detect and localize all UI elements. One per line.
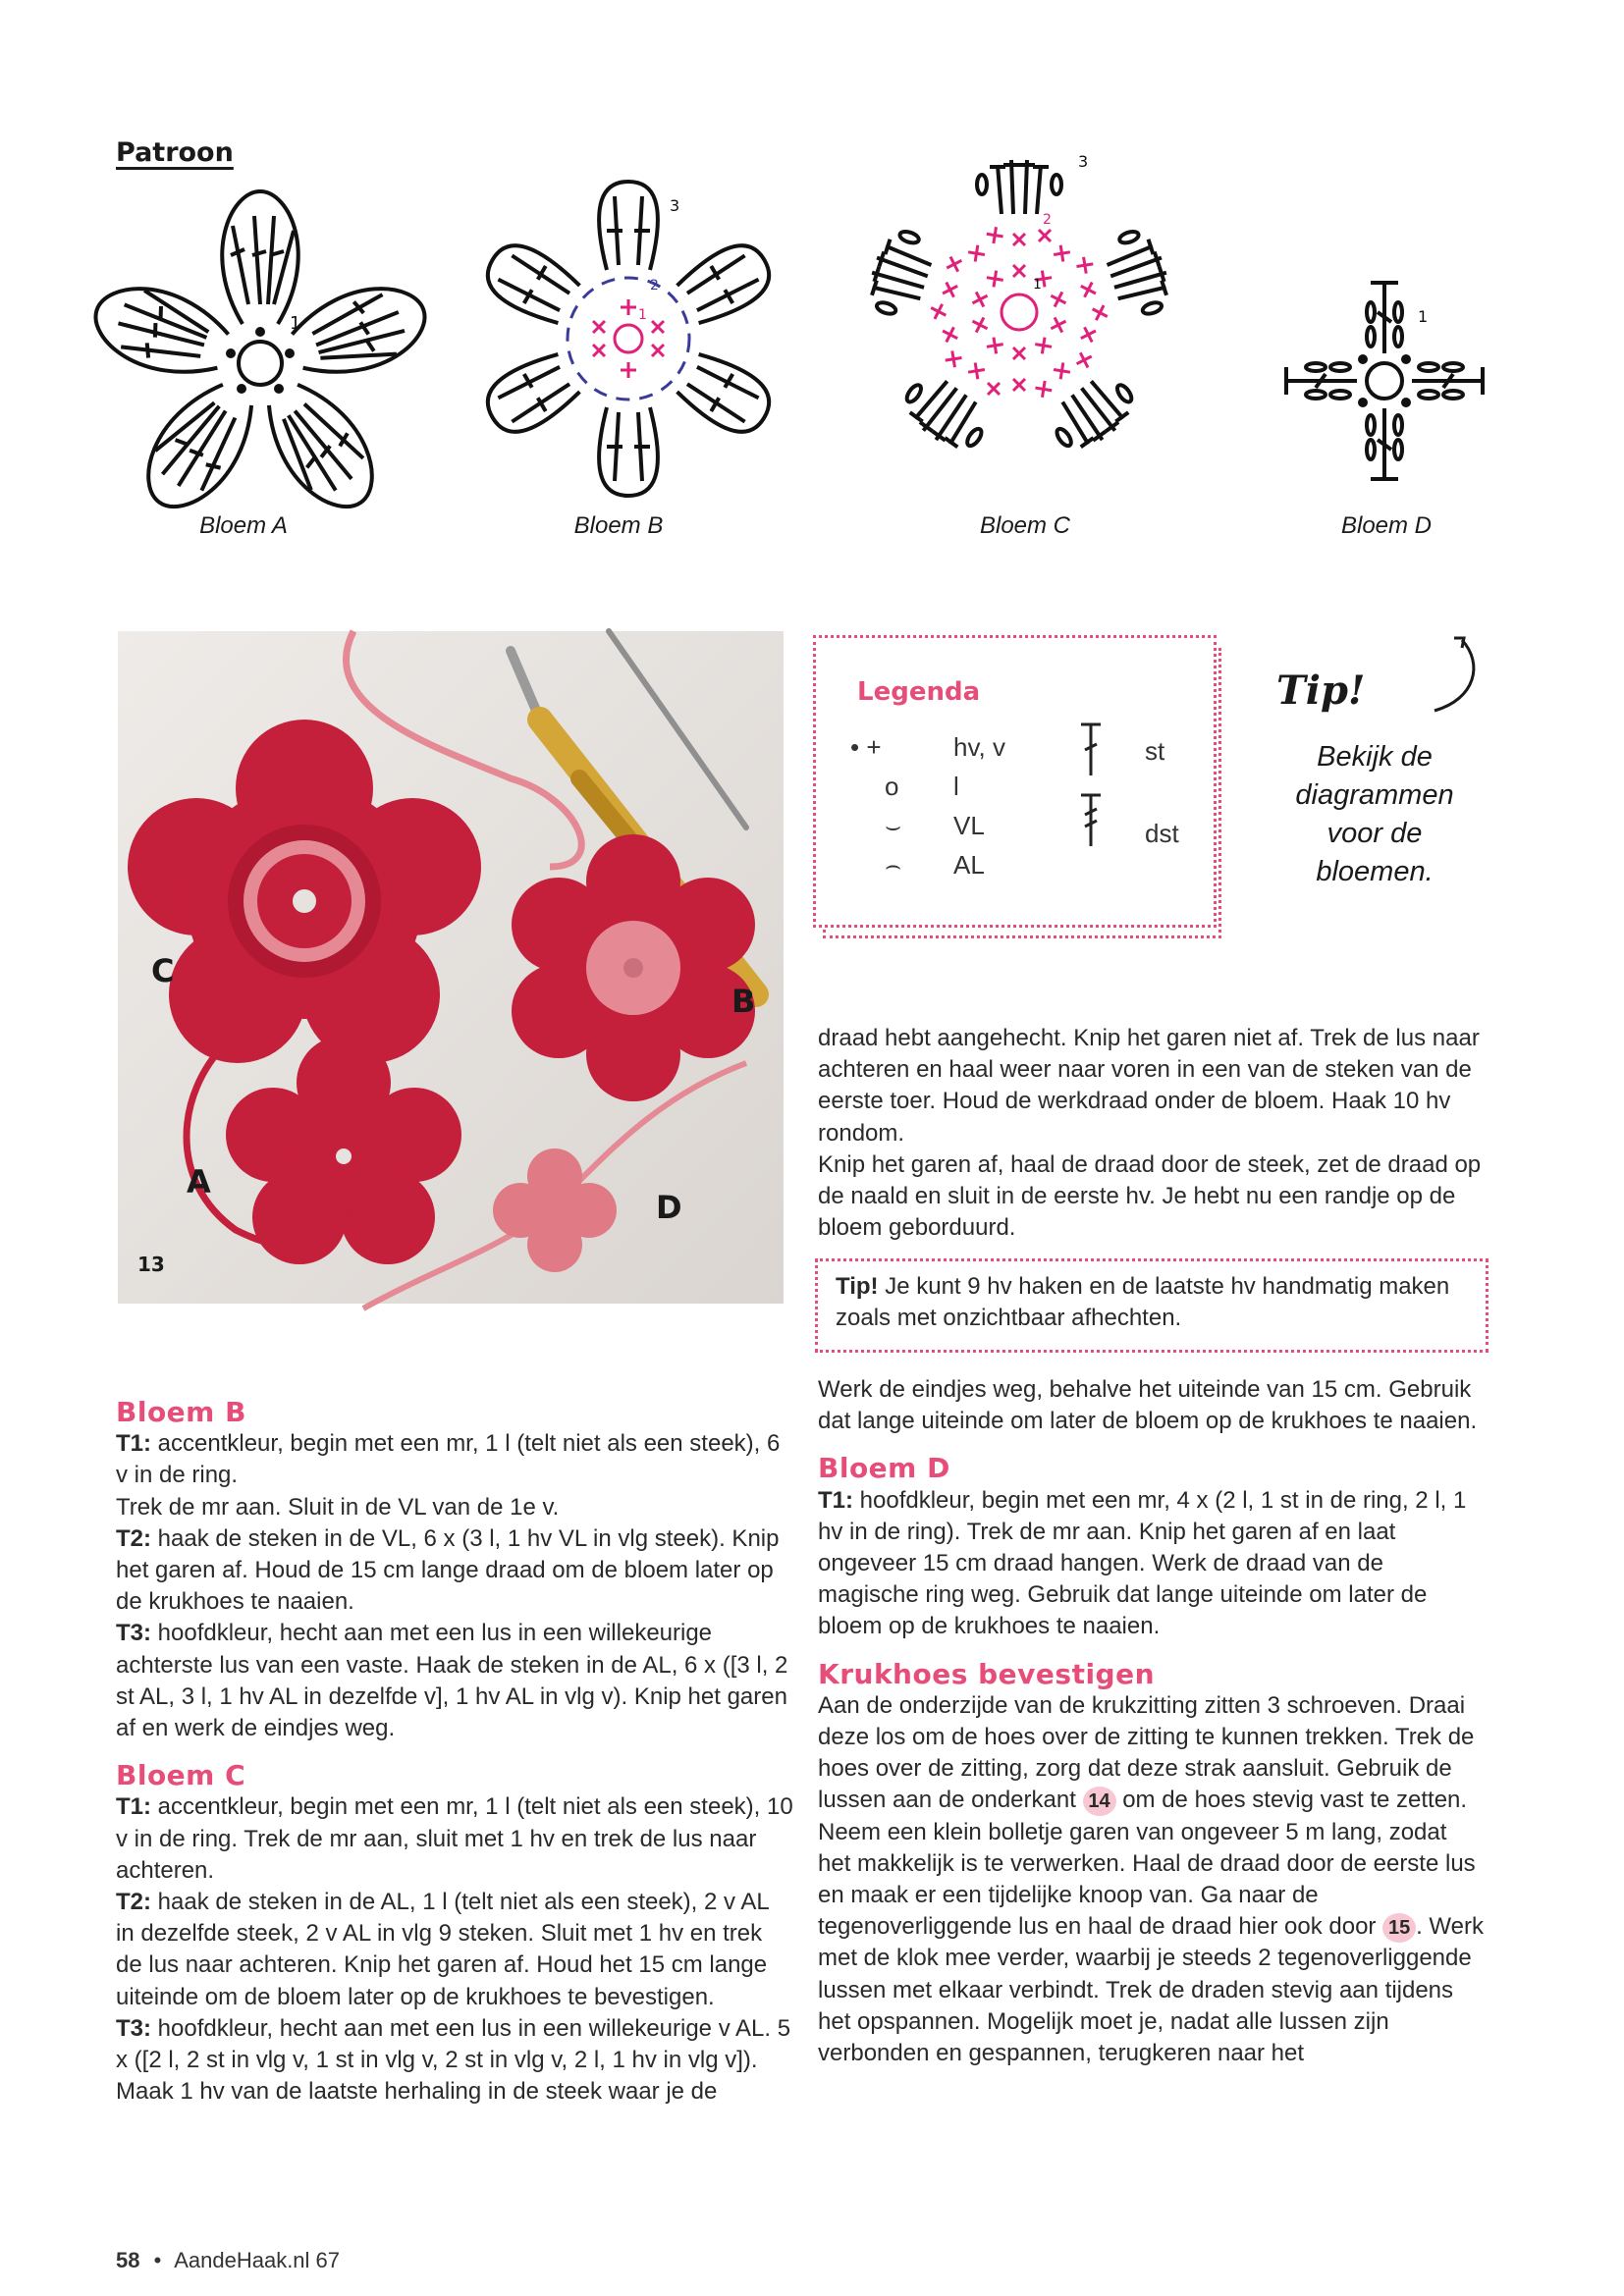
b-t1b: Trek de mr aan. Sluit in de VL van de 1e v. xyxy=(116,1493,560,1521)
legend-text-3: VL xyxy=(953,811,985,840)
caption-bloem-a: Bloem A xyxy=(199,512,288,539)
svg-text:1: 1 xyxy=(290,313,301,334)
flowers-photo xyxy=(118,631,784,1304)
diagram-bloem-d xyxy=(1286,283,1483,479)
footer-bullet: • xyxy=(153,2248,162,2272)
right-para-3: Werk de eindjes weg, behalve het uiteinde van 15 cm. Gebruik dat lange uiteinde om later de bloem op de krukhoes te naaien. xyxy=(818,1376,1478,1435)
legend-text-4: AL xyxy=(953,850,985,880)
step-number-14: 14 xyxy=(1083,1787,1116,1816)
b-t2: haak de steken in de VL, 6 x (3 l, 1 hv VL in vlg steek). Knip het garen af. Houd de 15 cm lange draad om de bloem later op de krukhoes te naaien. xyxy=(116,1524,780,1616)
tip-text: Je kunt 9 hv haken en de laatste hv handmatig maken zoals met onzichtbaar afhechten. xyxy=(836,1273,1450,1332)
tip-box xyxy=(815,1258,1489,1353)
legend-symbol-2: o xyxy=(885,772,899,801)
legend-box xyxy=(813,635,1217,928)
legend-text-1: hv, v xyxy=(953,732,1005,762)
left-column xyxy=(116,1397,793,2108)
c-t3-label: T3: xyxy=(116,2014,151,2042)
svg-text:1: 1 xyxy=(1033,277,1042,293)
c-t3: hoofdkleur, hecht aan met een lus in een willekeurige v AL. 5 x ([2 l, 2 st in vlg v, 1 st in vlg v, 2 st in vlg v, 2 l, 1 hv in vlg v]). Maak 1 hv van de laatste herhaling in de steek waar je de xyxy=(116,2014,791,2106)
krukhoes-title: Krukhoes bevestigen xyxy=(818,1657,1156,1690)
c-t2-label: T2: xyxy=(116,1889,151,1916)
photo-label-a: A xyxy=(187,1163,211,1201)
photo-label-d: D xyxy=(656,1189,682,1226)
krukhoes-p2b: . Werk met de klok mee verder, waarbij je steeds 2 tegenoverliggende lussen met elkaar verbindt. Trek de draden stevig aan tijdens het opspannen. Mogelijk moet je, nadat alle lussen zijn verbonden en gespannen, terugkeren naar het xyxy=(818,1913,1484,2067)
bloem-d-t1-label: T1: xyxy=(818,1486,853,1514)
step-number-15: 15 xyxy=(1382,1913,1416,1943)
svg-text:1: 1 xyxy=(1418,307,1429,326)
caption-bloem-b: Bloem B xyxy=(573,512,664,539)
bloem-d-t1: hoofdkleur, begin met een mr, 4 x (2 l, 1 st in de ring, 2 l, 1 hv in de ring). Trek de mr aan. Knip het garen af en laat ongeveer 15 cm draad hangen. Werk de draad van de magische ring weg. Gebruik dat lange uiteinde om later de bloem op de krukhoes te naaien. xyxy=(818,1486,1467,1640)
b-t2-label: T2: xyxy=(116,1524,151,1552)
photo-illustration xyxy=(118,631,784,1304)
page-number: 58 xyxy=(116,2248,140,2272)
photo-label-b: B xyxy=(731,983,756,1020)
right-column-bottom xyxy=(818,1374,1486,2069)
b-t3: hoofdkleur, hecht aan met een lus in een willekeurige achterste lus van een vaste. Haak de steken in de AL, 6 x ([3 l, 2 st AL, 3 l, 1 hv AL in dezelfde v], 1 hv AL in vlg v). Knip het garen af en werk de eindjes weg. xyxy=(116,1620,788,1742)
legend-st: st xyxy=(1145,736,1165,766)
c-t1-label: T1: xyxy=(116,1793,151,1821)
side-tip-text: Bekijk de diagrammen voor de bloemen. xyxy=(1295,741,1454,887)
legend-text-2: l xyxy=(953,772,959,801)
svg-text:3: 3 xyxy=(1078,152,1089,171)
krukhoes-p1a: Aan de onderzijde van de krukzitting zitten 3 schroeven. Draai deze los om de hoes over de zitting te kunnen trekken. Trek de hoes over de zitting, zorg dat deze strak aansluit. Gebruik de lussen aan de onderkant xyxy=(818,1691,1475,1814)
section-title: Patroon xyxy=(116,137,234,168)
b-t1-label: T1: xyxy=(116,1430,151,1458)
right-para-2: Knip het garen af, haal de draad door de steek, zet de draad op de naald en sluit in de eerste hv. Je hebt nu een randje op de bloem geborduurd. xyxy=(818,1150,1482,1242)
diagram-bloem-a xyxy=(85,191,436,524)
c-t2: haak de steken in de AL, 1 l (telt niet als een steek), 2 v AL in dezelfde steek, 2 v AL in vlg 9 steken. Sluit met 1 hv en trek de lus naar achteren. Knip het garen af. Houd het 15 cm lange uiteinde om de bloem later op de krukhoes te bevestigen. xyxy=(116,1889,769,2010)
right-para-1: draad hebt aangehecht. Knip het garen niet af. Trek de lus naar achteren en haal weer naar voren in een van de steken van de eerste toer. Houd de werkdraad onder de bloem. Haak 10 hv rondom. xyxy=(818,1025,1480,1147)
bloem-d-title: Bloem D xyxy=(818,1452,950,1485)
legend-symbol-1: • + xyxy=(850,732,882,762)
c-t1: accentkleur, begin met een mr, 1 l (telt niet als een steek), 10 v in de ring. Trek de mr aan, sluit met 1 hv en trek de lus naar achteren. xyxy=(116,1793,793,1884)
side-tip-title: Tip! xyxy=(1276,667,1366,714)
magazine-name: AandeHaak.nl 67 xyxy=(174,2248,341,2272)
bloem-b-title: Bloem B xyxy=(116,1396,246,1428)
krukhoes-p1b: om de hoes stevig vast te zetten. xyxy=(1115,1787,1468,1814)
svg-text:1: 1 xyxy=(638,307,647,323)
legend-title: Legenda xyxy=(857,677,981,707)
legend-dst: dst xyxy=(1145,819,1179,848)
legend-symbol-4: ⌢ xyxy=(885,850,902,880)
caption-bloem-c: Bloem C xyxy=(979,512,1071,539)
caption-bloem-d: Bloem D xyxy=(1340,512,1433,539)
footer xyxy=(116,2248,340,2273)
diagram-bloem-b xyxy=(477,182,779,496)
photo-label-c: C xyxy=(151,952,175,989)
svg-text:2: 2 xyxy=(650,278,659,294)
legend-symbol-3: ⌣ xyxy=(885,811,902,840)
right-column-top xyxy=(818,1023,1486,1244)
photo-number: 13 xyxy=(137,1253,165,1276)
arrow-icon xyxy=(1429,634,1488,718)
krukhoes-p2a: Neem een klein bolletje garen van ongeveer 5 m lang, zodat het makkelijk is te verwerken. Haal de draad door de eerste lus en maak er een tijdelijke knoop van. Ga naar de tegenoverliggende lus en haal de draad hier ook door xyxy=(818,1818,1476,1941)
legend-stitch-icons xyxy=(1071,717,1110,854)
b-t1: accentkleur, begin met een mr, 1 l (telt niet als een steek), 6 v in de ring. xyxy=(116,1430,781,1489)
diagram-bloem-c xyxy=(861,152,1176,460)
tip-label: Tip! xyxy=(836,1273,879,1300)
b-t3-label: T3: xyxy=(116,1620,151,1647)
svg-text:2: 2 xyxy=(1043,212,1052,228)
svg-text:3: 3 xyxy=(670,196,680,215)
bloem-c-title: Bloem C xyxy=(116,1759,246,1792)
